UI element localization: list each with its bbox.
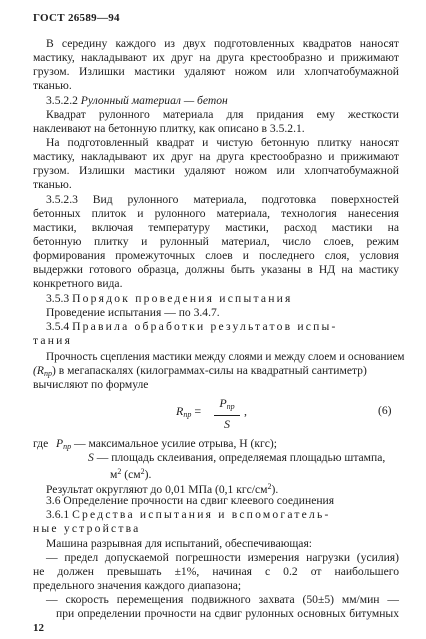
text-line: грузом. Излишки мастики удаляют ножом или хлопчатобумажной bbox=[33, 65, 399, 78]
subsection-heading bbox=[46, 94, 399, 108]
text-line: при определении прочности на сдвиг рулонных основных битумных bbox=[56, 607, 399, 620]
subsection-title: Порядок проведения испытания bbox=[72, 292, 293, 305]
subsection-number: 3.6.1 bbox=[46, 508, 70, 521]
equation-number: (6) bbox=[378, 404, 392, 417]
formula-comma: , bbox=[244, 404, 247, 418]
text-line: мастику, накладывают их друг на друга крестообразно и прижимают bbox=[33, 51, 399, 64]
text-line: Результат округляют до 0,01 МПа (0,1 кгс/$см^2$). bbox=[46, 482, 279, 496]
text-line: мастики, включая температуру мастики, расход мастики на bbox=[33, 221, 399, 234]
legend-where: где bbox=[33, 437, 49, 450]
text-line: предельного значения каждого диапазона; bbox=[33, 579, 242, 592]
text-line: не должен превышать ±1%, начиная с 0.2 от наибольшего bbox=[33, 565, 399, 578]
subsection-title: Средства испытания и вспомогатель- bbox=[72, 508, 331, 521]
text-line: 3.5.2.3 Вид рулонного материала, подготовка поверхностей bbox=[46, 193, 399, 206]
section-heading: 3.6 Определение прочности на сдвиг клеевого соединения bbox=[46, 494, 335, 507]
legend-p: $P_{пр}$ — максимальное усилие отрыва, Н (кгс); bbox=[56, 437, 277, 451]
subsection-number: 3.5.3 bbox=[46, 292, 70, 305]
subsection-heading bbox=[46, 320, 399, 334]
subsection-number: 3.5.4 bbox=[46, 320, 70, 333]
fraction-bar bbox=[214, 415, 240, 416]
text-line: бетонных плиток и рулонного материала, технология нанесения bbox=[33, 207, 399, 220]
text-line: наклеивают на бетонную плитку, как описано в 3.5.2.1. bbox=[33, 122, 305, 135]
text-line: В середину каждого из двух подготовленных квадратов наносят bbox=[46, 37, 399, 50]
text-line: $(R_{пр})$ в мегапаскалях (килограммах-силы на квадратный сантиметр) bbox=[33, 364, 367, 378]
subsection-heading bbox=[46, 508, 399, 522]
subsection-title-cont: ные устройства bbox=[33, 522, 141, 535]
legend-s-unit: $м^2$ $(см^2)$. bbox=[110, 467, 152, 481]
text-line: Машина разрывная для испытаний, обеспечивающая: bbox=[46, 537, 312, 550]
page-number: 12 bbox=[33, 622, 44, 634]
text-line: тканью. bbox=[33, 79, 72, 92]
text-line: конкретного вида. bbox=[33, 277, 123, 290]
text-line: вычисляют по формуле bbox=[33, 378, 149, 391]
text-line: грузом. Излишки мастики удаляют ножом или хлопчатобумажной bbox=[33, 164, 399, 177]
formula-lhs: $R_{пр}$ = bbox=[176, 404, 202, 419]
text-line: бетонную плитку и рулонный материал, число слоев, режим bbox=[33, 235, 399, 248]
text-line: формирования промежуточных слоев и последнего слоя, условия bbox=[33, 249, 399, 262]
standard-header: ГОСТ 26589—94 bbox=[33, 12, 120, 24]
text-line: Проведение испытания — по 3.4.7. bbox=[46, 306, 220, 319]
subsection-heading bbox=[46, 292, 399, 306]
subsection-number: 3.5.2.2 bbox=[46, 94, 78, 107]
subsection-title: Рулонный материал — бетон bbox=[80, 94, 228, 107]
text-line: Прочность сцепления мастики между слоями и между слоем и основанием bbox=[46, 351, 405, 363]
text-line: — скорость перемещения подвижного захвата (50±5) мм/мин — bbox=[46, 593, 399, 606]
text-line: тканью. bbox=[33, 178, 72, 191]
text-line: — предел допускаемой погрешности измерения нагрузки (усилия) bbox=[46, 551, 399, 564]
formula-denominator: S bbox=[224, 417, 230, 431]
text-line: выдержки готового образца, должны быть указаны в НД на мастику bbox=[33, 263, 399, 276]
formula-fraction bbox=[214, 396, 240, 431]
text-line: Квадрат рулонного материала для придания ему жесткости bbox=[46, 108, 399, 121]
subsection-title-cont: тания bbox=[33, 334, 73, 347]
legend-s: S — площадь склеивания, определяемая площадью штампа, bbox=[88, 451, 386, 464]
formula-numerator: $P_{пр}$ bbox=[219, 396, 235, 411]
text-line: На подготовленный квадрат и чистую бетонную плитку наносят bbox=[46, 136, 399, 149]
text-line: мастику, накладывают их друг на друга крестообразно и прижимают bbox=[33, 150, 399, 163]
subsection-title: Правила обработки результатов испы- bbox=[72, 320, 338, 333]
